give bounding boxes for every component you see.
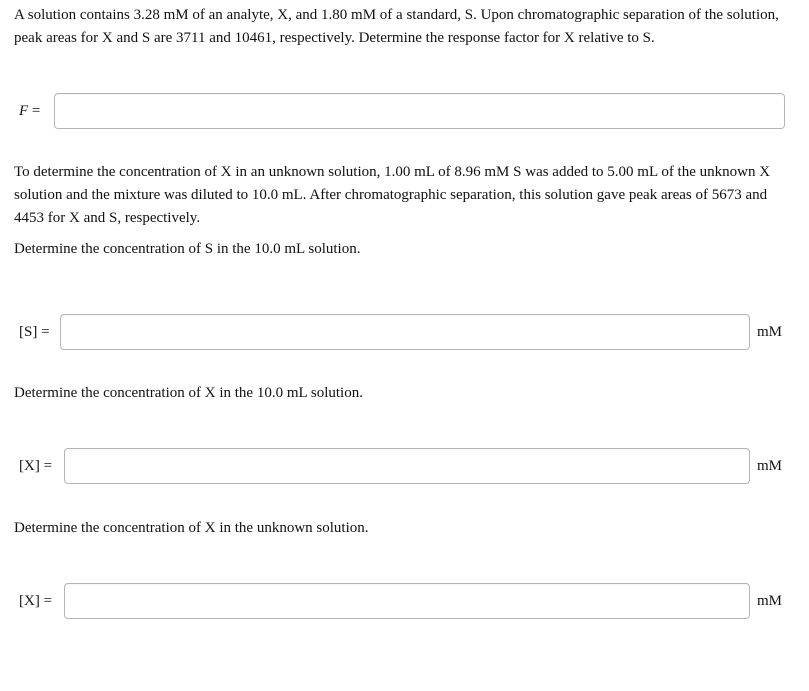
response-factor-label [19, 93, 40, 129]
conc-s-input[interactable] [60, 314, 750, 350]
conc-s-unit: mM [757, 324, 783, 340]
conc-x-unknown-input[interactable] [64, 583, 750, 619]
conc-s-label: [S] = [19, 324, 50, 340]
conc-x-unknown-unit: mM [757, 593, 783, 609]
conc-x-unknown-label: [X] = [19, 593, 53, 609]
conc-x-10ml-unit: mM [757, 458, 783, 474]
question-part1-text: A solution contains 3.28 mM of an analyte, X, and 1.80 mM of a standard, S. Upon chromatographic separation of the solution, peak areas for X and S are 3711 and 10461, respectively. Determine the response factor for X relative to S. [14, 7, 779, 46]
question-part2-text: To determine the concentration of X in an unknown solution, 1.00 mL of 8.96 mM S was added to 5.00 mL of the unknown X solution and the mixture was diluted to 10.0 mL. After chromatographic separation, this solution gave peak areas of 5673 and 4453 for X and S, respectively. [14, 164, 771, 226]
question-part3-text: Determine the concentration of S in the 10.0 mL solution. [14, 241, 361, 257]
response-factor-input[interactable] [54, 93, 785, 129]
conc-x-10ml-label: [X] = [19, 458, 53, 474]
response-factor-equals: = [31, 103, 41, 119]
question-part5-text: Determine the concentration of X in the unknown solution. [14, 520, 369, 536]
conc-x-10ml-input[interactable] [64, 448, 750, 484]
response-factor-variable: F [19, 103, 29, 119]
question-part4-text: Determine the concentration of X in the 10.0 mL solution. [14, 385, 363, 401]
